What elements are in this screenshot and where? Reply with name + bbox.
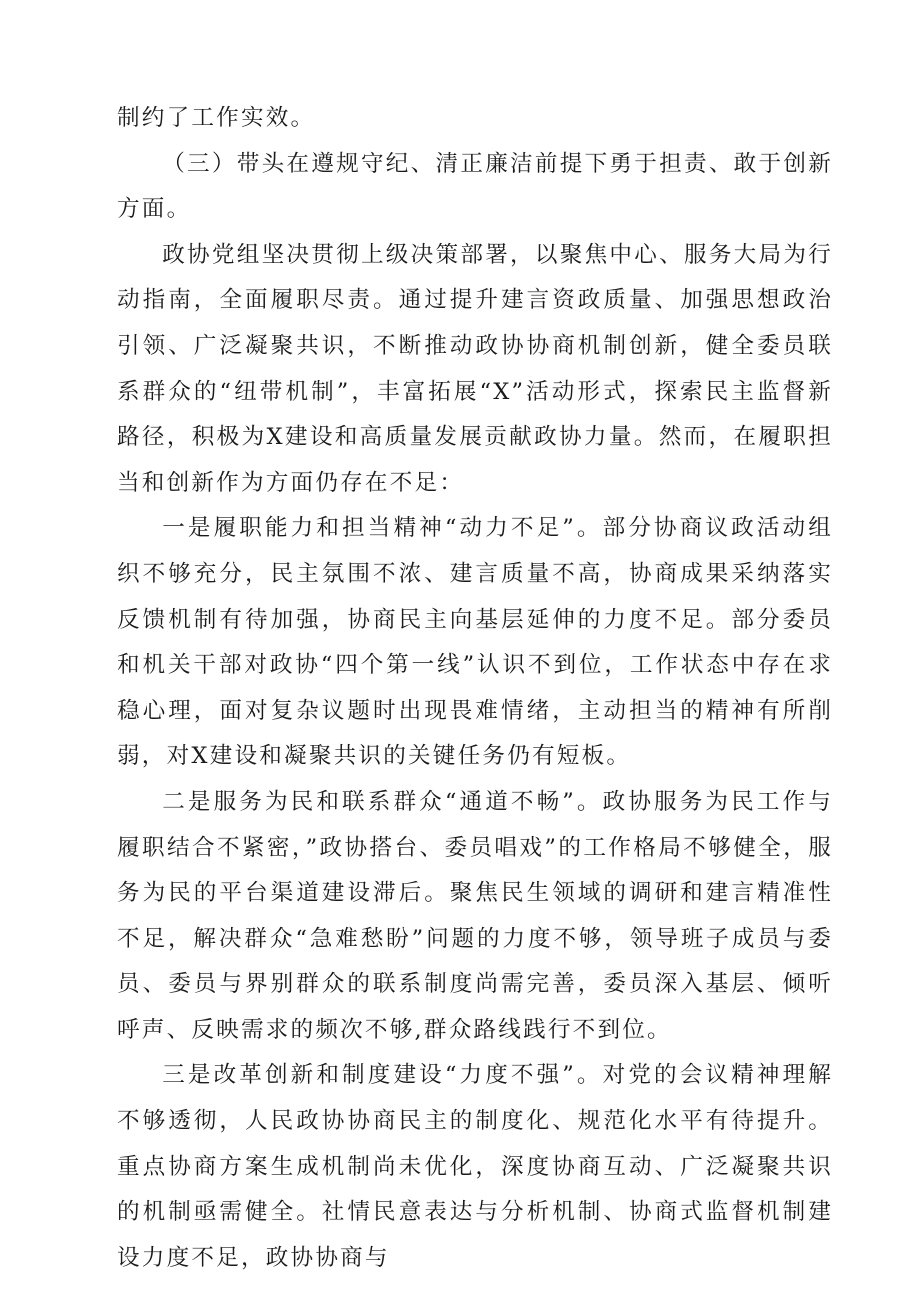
paragraph-continuation: 制约了工作实效。 bbox=[117, 105, 316, 131]
paragraph-point-one: 一是履职能力和担当精神“动力不足”。部分协商议政活动组织不够充分，民主氛围不浓、建言质量不高，协商成果采纳落实反馈机制有待加强，协商民主向基层延伸的力度不足。部分委员和机关干部对政协“四个第一线”认识不到位，工作状态中存在求稳心理，面对复杂议题时出现畏难情绪，主动担当的精神有所削弱，对X建设和凝聚共识的关键任务仍有短板。 bbox=[117, 515, 833, 770]
section-heading: （三）带头在遵规守纪、清正廉洁前提下勇于担责、敢于创新方面。 bbox=[117, 150, 833, 223]
paragraph-point-two: 二是服务为民和联系群众“通道不畅”。政协服务为民工作与履职结合不紧密，”政协搭台、委员唱戏”的工作格局不够健全，服务为民的平台渠道建设滞后。聚焦民生领域的调研和建言精准性不足，解决群众“急难愁盼”问题的力度不够，领导班子成员与委员、委员与界别群众的联系制度尚需完善，委员深入基层、倾听呼声、反映需求的频次不够,群众路线践行不到位。 bbox=[117, 788, 833, 1043]
paragraph-intro: 政协党组坚决贯彻上级决策部署，以聚焦中心、服务大局为行动指南，全面履职尽责。通过提升建言资政质量、加强思想政治引领、广泛凝聚共识，不断推动政协协商机制创新，健全委员联系群众的“纽带机制”，丰富拓展“X”活动形式，探索民主监督新路径，积极为X建设和高质量发展贡献政协力量。然而，在履职担当和创新作为方面仍存在不足： bbox=[117, 241, 833, 496]
paragraph-point-three: 三是改革创新和制度建设“力度不强”。对党的会议精神理解不够透彻，人民政协协商民主的制度化、规范化水平有待提升。重点协商方案生成机制尚未优化，深度协商互动、广泛凝聚共识的机制亟需健全。社情民意表达与分析机制、协商式监督机制建设力度不足，政协协商与 bbox=[117, 1062, 833, 1271]
document-body bbox=[117, 96, 833, 1281]
